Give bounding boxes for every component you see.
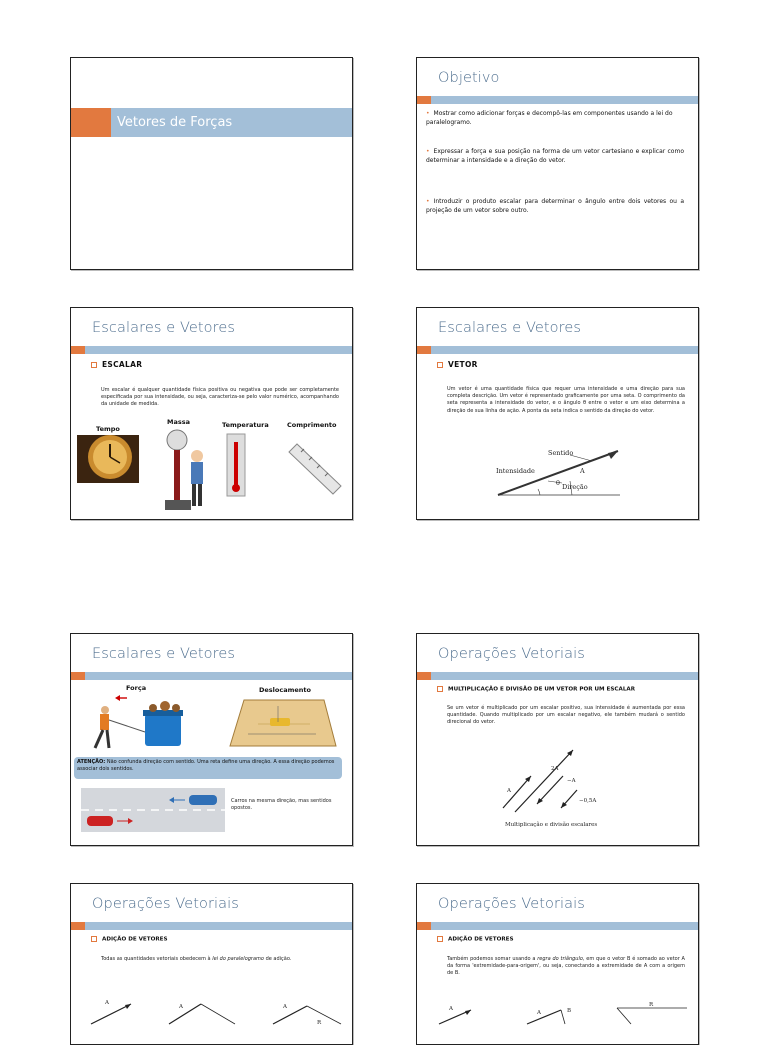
rule-blue — [85, 922, 352, 930]
label-temperatura: Temperatura — [222, 421, 269, 429]
label-a2: A — [179, 1004, 183, 1010]
bullet-text: Mostrar como adicionar forças e decompô-las em componentes usando a lei do paralelogramo. — [426, 110, 673, 126]
slide-adicao-triangulo — [416, 883, 699, 1045]
bullet-dot: • — [426, 198, 430, 205]
square-bullet-icon — [91, 936, 97, 942]
attention-text: ATENÇÃO: Não confunda direção com sentido. Uma reta define uma direção. A essa direção podemos associar dois sentidos. — [77, 759, 335, 773]
slide-heading: Objetivo — [438, 70, 500, 86]
paragraph: Todas as quantidades vetoriais obedecem à lei do paralelogramo de adição. — [101, 956, 292, 962]
label-a3: A — [283, 1004, 287, 1010]
slide-escalar — [70, 307, 353, 520]
label-r: R — [317, 1020, 322, 1026]
label-r: R — [649, 1002, 654, 1008]
label-theta: θ — [556, 479, 560, 487]
slide-heading: Escalares e Vetores — [92, 320, 236, 336]
label-massa: Massa — [167, 418, 190, 426]
subheading: ESCALAR — [91, 360, 142, 369]
label-minus-half-a: −0,5A — [579, 798, 597, 804]
rule-orange — [417, 96, 431, 104]
slide-heading: Operações Vetoriais — [92, 896, 239, 912]
square-bullet-icon — [91, 362, 97, 368]
rule-blue — [431, 672, 698, 680]
bullet-2 — [426, 148, 684, 165]
subheading: MULTIPLICAÇÃO E DIVISÃO DE UM VETOR POR UM ESCALAR — [437, 686, 635, 693]
label-a2: A — [537, 1010, 541, 1016]
label-intensidade: Intensidade — [496, 467, 535, 475]
clock-image — [77, 435, 139, 483]
label-a: A — [105, 1000, 109, 1006]
bullet-1 — [426, 110, 684, 127]
scalar-multiplication-diagram — [497, 746, 617, 830]
paragraph: Se um vetor é multiplicado por um escalar positivo, sua intensidade é aumentada por essa quantidade. Quando multiplicado por um escalar negativo, ele também mudará o sentido direcional do vetor. — [447, 705, 685, 726]
displacement-image — [228, 698, 338, 750]
rule-orange — [71, 346, 85, 354]
rule-orange — [417, 346, 431, 354]
slide-forca-deslocamento — [70, 633, 353, 846]
cars-caption: Carros na mesma direção, mas sentidos opostos. — [231, 798, 332, 812]
square-bullet-icon — [437, 362, 443, 368]
label-a: A — [580, 467, 585, 475]
label-direcao: Direção — [562, 483, 588, 491]
title-band-orange — [71, 108, 111, 137]
rule-orange — [417, 922, 431, 930]
bullet-3 — [426, 198, 684, 215]
bullet-text: Introduzir o produto escalar para determinar o ângulo entre dois vetores ou a projeção de um vetor sobre outro. — [426, 198, 684, 214]
road-image — [81, 788, 225, 832]
parallelogram-diagram — [85, 996, 345, 1026]
rule-orange — [71, 922, 85, 930]
vector-diagram — [492, 443, 632, 501]
square-bullet-icon — [437, 686, 443, 692]
title-text: Vetores de Forças — [117, 115, 233, 130]
paragraph: Um escalar é qualquer quantidade física positiva ou negativa que pode ser completamente especificada por sua intensidade, ou seja, caracteriza-se pelo valor numérico, acompanhando da unidade de medida. — [101, 387, 339, 408]
square-bullet-icon — [437, 936, 443, 942]
rule-orange — [71, 672, 85, 680]
label-deslocamento: Deslocamento — [259, 686, 311, 694]
scale-image — [159, 428, 211, 514]
slide-heading: Escalares e Vetores — [438, 320, 582, 336]
thermometer-image — [221, 432, 251, 498]
label-minus-a: −A — [567, 778, 576, 784]
slide-multiplicacao — [416, 633, 699, 846]
rule-blue — [85, 346, 352, 354]
rule-blue — [431, 96, 698, 104]
paragraph: Também podemos somar usando a regra do triângulo, em que o vetor B é somado ao vetor A da forma 'extremidade-para-origem', ou seja, conectando a extremidade de A com a origem de B. — [447, 956, 685, 977]
ruler-image — [287, 440, 343, 498]
slide-heading: Escalares e Vetores — [92, 646, 236, 662]
bullet-dot: • — [426, 110, 430, 117]
label-a: A — [507, 788, 511, 794]
label-b: B — [567, 1008, 572, 1014]
subheading: ADIÇÃO DE VETORES — [91, 936, 167, 943]
paragraph: Um vetor é uma quantidade física que requer uma intensidade e uma direção para sua completa descrição. Um vetor é representado graficamente por uma seta. O comprimento da seta representa a intensidade do vetor, e o ângulo θ entre o vetor e um eixo determina a direção de sua linha de ação. A ponta da seta indica o sentido da direção do vetor. — [447, 386, 685, 414]
slide-objetivo — [416, 57, 699, 270]
label-a: A — [449, 1006, 453, 1012]
slide-adicao-paralelogramo — [70, 883, 353, 1045]
rule-blue — [431, 922, 698, 930]
subheading: ADIÇÃO DE VETORES — [437, 936, 513, 943]
rule-blue — [431, 346, 698, 354]
diagram-caption: Multiplicação e divisão escalares — [505, 822, 598, 828]
label-tempo: Tempo — [96, 425, 120, 433]
label-2a: 2A — [551, 766, 559, 772]
slide-heading: Operações Vetoriais — [438, 896, 585, 912]
force-image — [91, 692, 191, 754]
rule-orange — [417, 672, 431, 680]
label-sentido: Sentido — [548, 449, 574, 457]
label-forca: Força — [126, 684, 147, 692]
subheading: VETOR — [437, 360, 478, 369]
rule-blue — [85, 672, 352, 680]
slide-title — [70, 57, 353, 270]
slide-heading: Operações Vetoriais — [438, 646, 585, 662]
bullet-dot: • — [426, 148, 430, 155]
slide-vetor — [416, 307, 699, 520]
label-comprimento: Comprimento — [287, 421, 337, 429]
triangle-rule-diagram — [431, 1002, 691, 1026]
bullet-text: Expressar a força e sua posição na forma de um vetor cartesiano e explicar como determinar a intensidade e a direção do vetor. — [426, 148, 684, 164]
